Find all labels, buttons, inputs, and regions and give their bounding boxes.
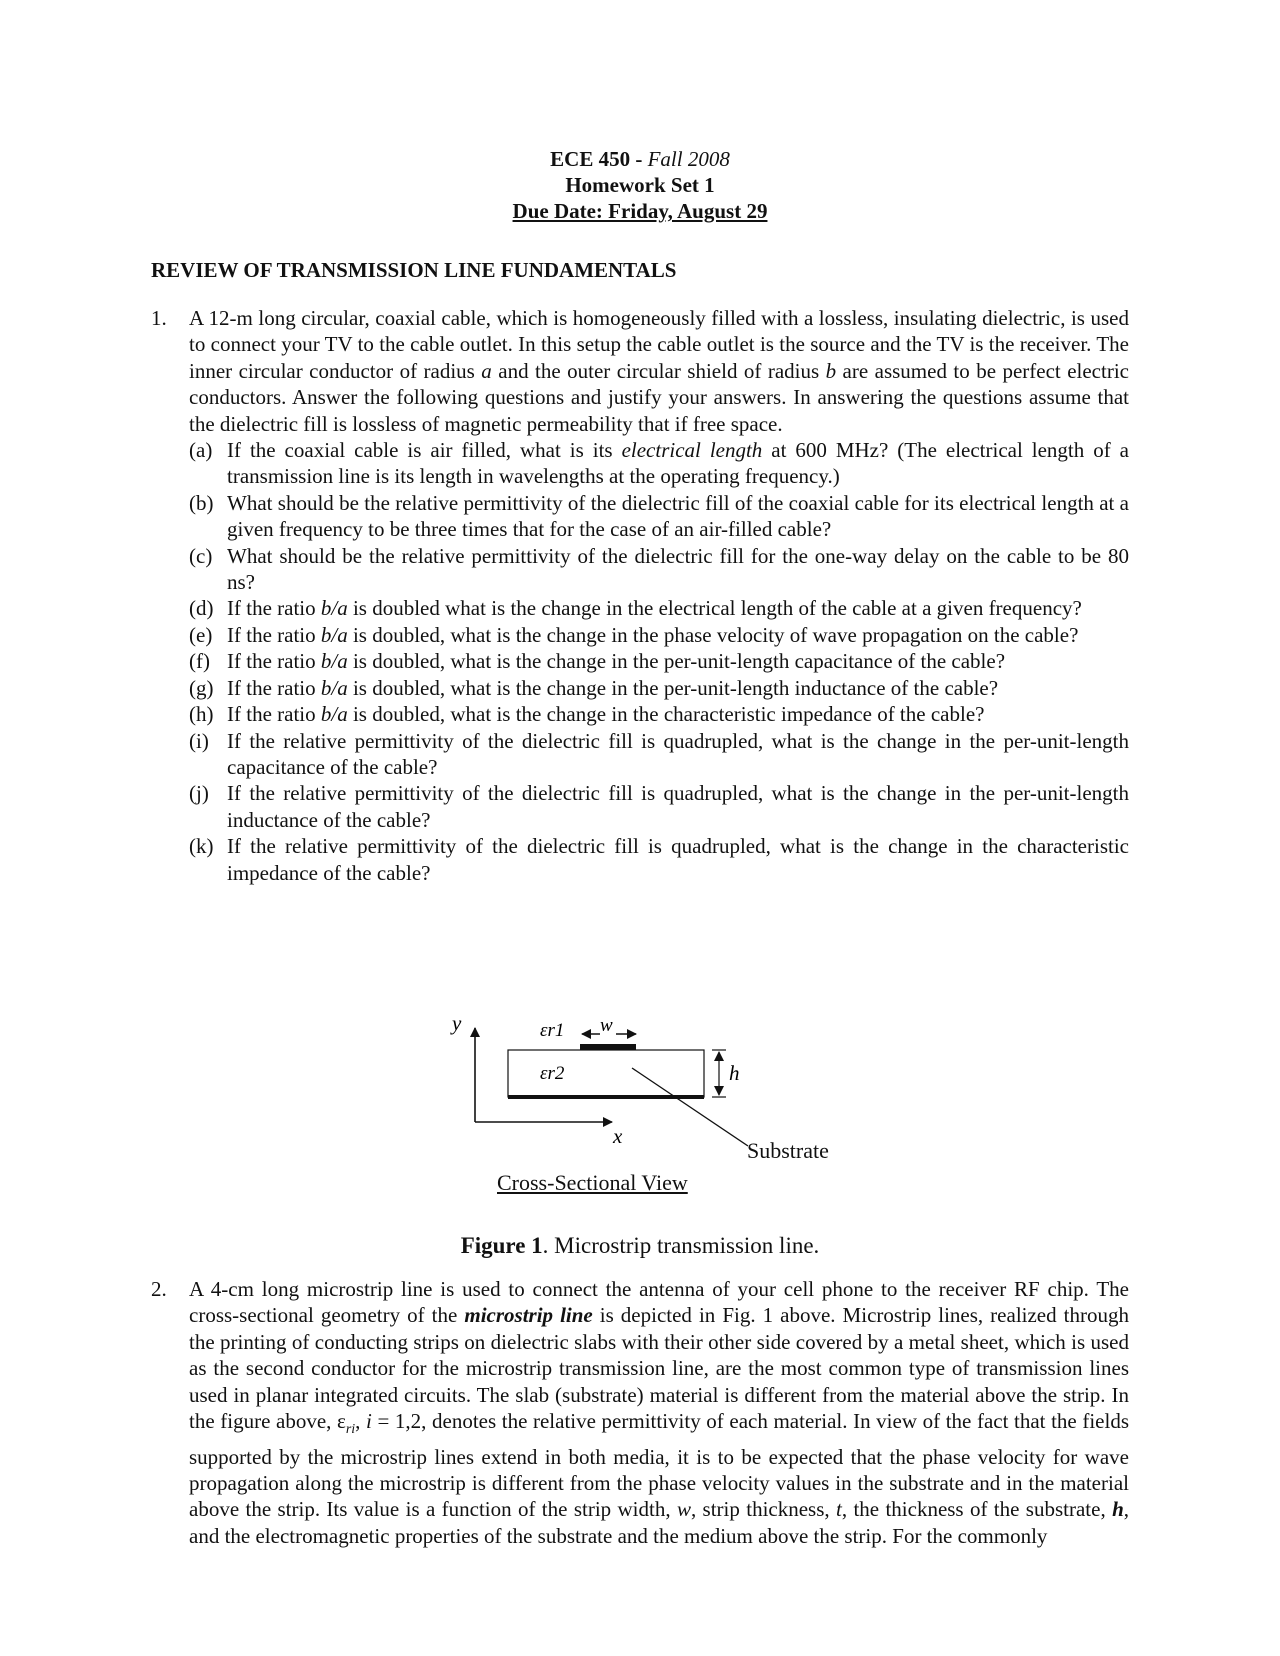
part-label: (i) xyxy=(189,728,209,753)
ratio-ba: b/a xyxy=(320,622,348,647)
part-b xyxy=(189,490,1129,543)
var-w: w xyxy=(676,1497,691,1522)
p2-text: , and the electromagnetic properties of the substrate and the medium above the strip. For the commonly xyxy=(189,1497,1129,1548)
problem-1 xyxy=(151,305,1129,886)
part-label: (b) xyxy=(189,490,214,515)
part-label: (a) xyxy=(189,438,213,463)
var-h: h xyxy=(1112,1497,1124,1522)
course-term: Fall 2008 xyxy=(647,147,730,171)
part-e xyxy=(189,622,1129,648)
y-axis-label: y xyxy=(452,1011,462,1035)
var-a: a xyxy=(481,358,492,383)
var-i: i xyxy=(366,1409,372,1434)
w-label: w xyxy=(600,1015,613,1036)
eps-r1-label: εr1 xyxy=(540,1020,565,1041)
part-g xyxy=(189,675,1129,701)
part-j xyxy=(189,780,1129,833)
part-text: If the ratio xyxy=(227,649,321,674)
part-text: If the relative permittivity of the dielectric fill is quadrupled, what is the change in the per-unit-length inductance of the cable? xyxy=(227,781,1129,832)
part-text: is doubled what is the change in the electrical length of the cable at a given frequency? xyxy=(347,596,1082,621)
electrical-length-term: electrical length xyxy=(621,438,763,463)
part-k xyxy=(189,833,1129,886)
problem-parts xyxy=(189,437,1129,886)
h-label: h xyxy=(729,1061,740,1085)
part-text: If the coaxial cable is air filled, what is its xyxy=(227,438,622,463)
due-date: Due Date: Friday, August 29 xyxy=(512,199,768,223)
substrate-slab xyxy=(508,1050,704,1097)
course-line xyxy=(0,146,1280,172)
intro-text: and the outer circular shield of radius xyxy=(491,358,826,383)
document-header xyxy=(0,146,1280,224)
part-f xyxy=(189,648,1129,674)
ratio-ba: b/a xyxy=(320,702,348,727)
part-text: What should be the relative permittivity of the dielectric fill of the coaxial cable for its electrical length at a given frequency to be three times that for the case of an air-filled cable? xyxy=(227,490,1129,542)
part-text: at 600 MHz? (The electrical length of a transmission line is its length in wavelengths at the operating frequency.) xyxy=(227,438,1129,489)
homework-title: Homework Set 1 xyxy=(565,173,715,197)
part-label: (d) xyxy=(189,596,214,621)
p2-text: = 1,2, denotes the relative permittivity of each material. In view of the fact that the fields supported by the microstrip lines extend in both media, it is to be expected that the phase velocity for wave propagation along the microstrip is different from the phase velocity values in the substrate and in the material above the strip. Its value is a function of the strip width, xyxy=(189,1409,1130,1522)
part-label: (g) xyxy=(189,675,214,700)
p2-text: , the thickness of the substrate, xyxy=(841,1497,1113,1522)
intro-text: A 12-m long circular, coaxial cable, which is homogeneously filled with a lossless, insulating dielectric, is used to connect your TV to the cable outlet. In this setup the cable outlet is the source and the TV is the receiver. The inner circular conductor of radius xyxy=(189,306,1129,383)
subscript-ri: ri xyxy=(345,1422,356,1438)
part-text: If the ratio xyxy=(227,702,321,727)
problem-2-text xyxy=(189,1276,1129,1549)
p2-text: is depicted in Fig. 1 above. Microstrip lines, realized through the printing of conducting strips on dielectric slabs with their other side covered by a metal sheet, which is used as the second conductor for the microstrip transmission line, are the most common type of transmission lines used in planar integrated circuits. The slab (substrate) material is different from the material above the strip. In the figure above, ε xyxy=(189,1303,1129,1434)
p2-text: A 4-cm long microstrip line is used to connect the antenna of your cell phone to the receiver RF chip. The cross-sectional geometry of the xyxy=(189,1277,1129,1328)
problem-2 xyxy=(151,1276,1129,1549)
p2-text: , xyxy=(355,1409,367,1434)
ratio-ba: b/a xyxy=(320,596,348,621)
part-i xyxy=(189,728,1129,781)
course-code: ECE 450 - xyxy=(550,147,648,171)
intro-text: are assumed to be perfect electric conductors. Answer the following questions and justify your answers. In answering the questions assume that the dielectric fill is lossless of magnetic permeability that if free space. xyxy=(189,358,1129,436)
part-label: (f) xyxy=(189,649,210,674)
problem-number: 2. xyxy=(151,1277,167,1301)
part-c xyxy=(189,543,1129,596)
ratio-ba: b/a xyxy=(320,649,348,674)
problem-number: 1. xyxy=(151,306,167,330)
cross-section-label: Cross-Sectional View xyxy=(497,1170,688,1195)
part-text: If the ratio xyxy=(227,622,321,647)
part-text: is doubled, what is the change in the per-unit-length capacitance of the cable? xyxy=(347,649,1006,674)
section-title: REVIEW OF TRANSMISSION LINE FUNDAMENTALS xyxy=(151,258,677,282)
part-label: (h) xyxy=(189,702,214,727)
part-text: is doubled, what is the change in the per-unit-length inductance of the cable? xyxy=(347,675,999,700)
part-text: If the ratio xyxy=(227,675,321,700)
conducting-strip xyxy=(580,1044,636,1050)
part-label: (c) xyxy=(189,543,213,568)
x-axis-label: x xyxy=(613,1124,623,1148)
problem-intro xyxy=(189,305,1129,437)
var-b: b xyxy=(825,358,837,383)
substrate-label: Substrate xyxy=(747,1138,829,1163)
part-text: If the ratio xyxy=(227,596,321,621)
part-label: (j) xyxy=(189,781,209,806)
microstrip-term: microstrip line xyxy=(464,1303,593,1328)
part-text: If the relative permittivity of the dielectric fill is quadrupled, what is the change in the per-unit-length capacitance of the cable? xyxy=(227,728,1129,779)
part-text: is doubled, what is the change in the characteristic impedance of the cable? xyxy=(347,702,985,727)
figure-caption xyxy=(0,1232,1280,1260)
part-text: is doubled, what is the change in the phase velocity of wave propagation on the cable? xyxy=(347,622,1079,647)
p2-text: , strip thickness, xyxy=(690,1497,836,1522)
eps-r2-label: εr2 xyxy=(540,1063,565,1084)
part-text: What should be the relative permittivity of the dielectric fill for the one-way delay on the cable to be 80 ns? xyxy=(227,543,1129,595)
var-t: t xyxy=(836,1497,842,1522)
part-label: (k) xyxy=(189,834,214,859)
figure-label: Figure 1 xyxy=(460,1233,543,1258)
figure-caption-text: . Microstrip transmission line. xyxy=(542,1233,820,1258)
part-h xyxy=(189,701,1129,727)
ratio-ba: b/a xyxy=(320,675,348,700)
part-label: (e) xyxy=(189,622,213,647)
part-a xyxy=(189,437,1129,490)
part-d xyxy=(189,595,1129,621)
part-text: If the relative permittivity of the dielectric fill is quadrupled, what is the change in the characteristic impedance of the cable? xyxy=(227,834,1129,885)
